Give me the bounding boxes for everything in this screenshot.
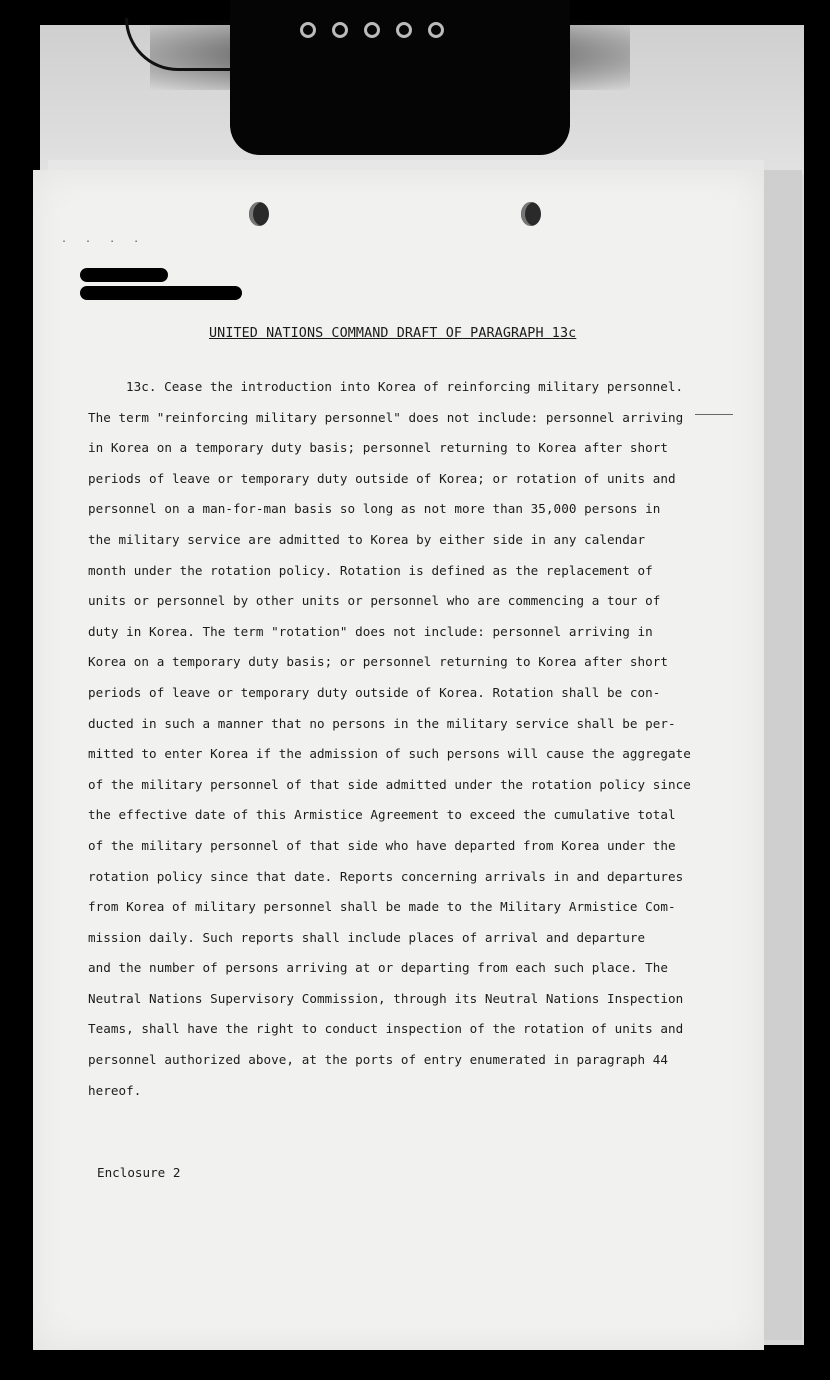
text-line: periods of leave or temporary duty outside of Korea; or rotation of units and <box>88 470 676 486</box>
text-line: personnel authorized above, at the ports of entry enumerated in paragraph 44 <box>88 1052 669 1068</box>
text-line: Korea on a temporary duty basis; or personnel returning to Korea after short <box>88 654 669 670</box>
text-line: mission daily. Such reports shall include places of arrival and departure <box>88 929 646 945</box>
text-line: 13c. Cease the introduction into Korea of reinforcing military personnel. <box>126 379 684 394</box>
stray-marks: . . . . <box>61 234 146 245</box>
clip-hole <box>300 22 316 38</box>
redaction-bar <box>80 286 242 300</box>
enclosure-label: Enclosure 2 <box>97 1165 181 1180</box>
text-line: ducted in such a manner that no persons in the military service shall be per- <box>88 715 676 731</box>
text-line: month under the rotation policy. Rotation is defined as the replacement of <box>88 562 653 578</box>
paragraph-13c <box>88 372 728 1106</box>
redaction-bar <box>80 268 168 282</box>
clip-hole <box>364 22 380 38</box>
text-line: from Korea of military personnel shall be made to the Military Armistice Com- <box>88 899 676 915</box>
clip-hole <box>396 22 412 38</box>
sheet-edge <box>764 170 802 1340</box>
punch-hole <box>249 202 269 226</box>
text-line: duty in Korea. The term "rotation" does not include: personnel arriving in <box>88 623 653 639</box>
text-line: mitted to enter Korea if the admission of such persons will cause the aggregate <box>88 746 691 762</box>
document-page <box>33 170 763 1350</box>
text-line: hereof. <box>88 1082 142 1098</box>
clip-hole <box>428 22 444 38</box>
clip-hole <box>332 22 348 38</box>
text-line: The term "reinforcing military personnel" does not include: personnel arriving <box>88 409 684 425</box>
text-line: periods of leave or temporary duty outside of Korea. Rotation shall be con- <box>88 684 661 700</box>
text-line: of the military personnel of that side admitted under the rotation policy since <box>88 776 691 792</box>
text-line: units or personnel by other units or personnel who are commencing a tour of <box>88 593 661 609</box>
text-line: Teams, shall have the right to conduct inspection of the rotation of units and <box>88 1021 684 1037</box>
text-line: of the military personnel of that side who have departed from Korea under the <box>88 837 676 853</box>
text-line: the effective date of this Armistice Agreement to exceed the cumulative total <box>88 807 676 823</box>
clip-holes <box>300 22 480 42</box>
document-title: UNITED NATIONS COMMAND DRAFT OF PARAGRAPH 13c <box>209 326 577 341</box>
text-line: personnel on a man-for-man basis so long as not more than 35,000 persons in <box>88 501 661 517</box>
text-line: in Korea on a temporary duty basis; personnel returning to Korea after short <box>88 440 669 456</box>
text-line: and the number of persons arriving at or departing from each such place. The <box>88 960 669 976</box>
text-line: rotation policy since that date. Reports concerning arrivals in and departures <box>88 868 684 884</box>
text-line: the military service are admitted to Korea by either side in any calendar <box>88 531 646 547</box>
punch-hole <box>521 202 541 226</box>
text-line: Neutral Nations Supervisory Commission, through its Neutral Nations Inspection <box>88 990 684 1006</box>
